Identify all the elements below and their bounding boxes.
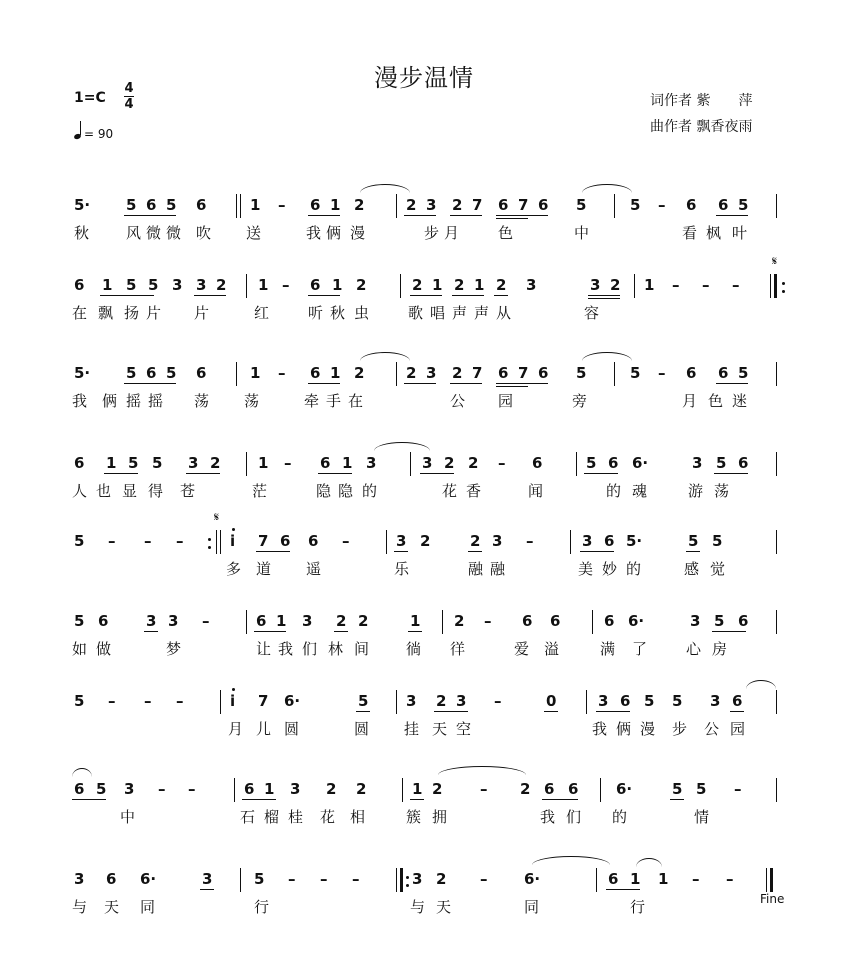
score-line-1: 5· 5 6 5 6 1 – 6 1 2 2 3 2 7 6 7 6 5 5 – 6 6 5 秋 风 微 微 吹 送 我 俩 漫 步 月 色 中 看 枫 叶 bbox=[70, 196, 790, 246]
segno-icon: 𝄋 bbox=[214, 510, 220, 524]
score-line-8: 6 5 3 – – 6 1 3 2 2 1 2 – 2 6 6 6· 5 5 – 中 石 榴 桂 花 相 簇 拥 我 们 的 情 bbox=[70, 780, 790, 830]
score-line-4: 6 1 5 5 3 2 1 – 6 1 3 3 2 2 – 6 5 6 6· 3 5 6 人 也 显 得 苍 茫 隐 隐 的 花 香 闻 的 魂 游 荡 bbox=[70, 454, 790, 504]
time-bottom: 4 bbox=[124, 97, 134, 112]
score-line-2: 6 1 5 5 3 3 2 1 – 6 1 2 2 1 2 1 2 3 3 2 1 – – – 𝄋 在 飘 扬 片 片 红 听 秋 虫 歌 唱 声 声 从 容 bbox=[70, 276, 790, 326]
score-line-9: 3 6 6· 3 5 – – – 3 2 – 6· 6 1 1 – – Fine 与 天 同 行 与 天 同 行 bbox=[70, 870, 790, 920]
lyricist-credit: 词作者 紫 萍 bbox=[650, 93, 753, 109]
fine-marking: Fine bbox=[760, 892, 785, 906]
composer-credit: 曲作者 飘香夜雨 bbox=[650, 119, 753, 135]
song-title: 漫步温情 bbox=[374, 64, 474, 92]
time-top: 4 bbox=[124, 81, 134, 96]
score-line-7: 5 – – – i 7 6· 5 3 2 3 – 0 3 6 5 5 3 6 月 儿 圆 圆 挂 天 空 我 俩 漫 步 公 园 bbox=[70, 692, 790, 742]
score-line-6: 5 6 3 3 – 6 1 3 2 2 1 2 – 6 6 6 6· 3 5 6 如 做 梦 让 我 们 林 间 徜 徉 爱 溢 满 了 心 房 bbox=[70, 612, 790, 662]
tempo-marking bbox=[74, 124, 113, 141]
segno-icon: 𝄋 bbox=[772, 254, 778, 268]
time-signature bbox=[124, 82, 134, 111]
key-signature: 1=C bbox=[74, 90, 106, 106]
score-line-5: 5 – – – i 7 6 6 – 3 2 2 3 – 3 6 5· 5 5 𝄋 多 道 遥 乐 融 融 美 妙 的 感 觉 bbox=[70, 532, 790, 582]
tempo-value: = 90 bbox=[84, 127, 114, 141]
score-line-3: 5· 5 6 5 6 1 – 6 1 2 2 3 2 7 6 7 6 5 5 – 6 6 5 我 俩 摇 摇 荡 荡 牵 手 在 公 园 旁 月 色 迷 bbox=[70, 364, 790, 414]
